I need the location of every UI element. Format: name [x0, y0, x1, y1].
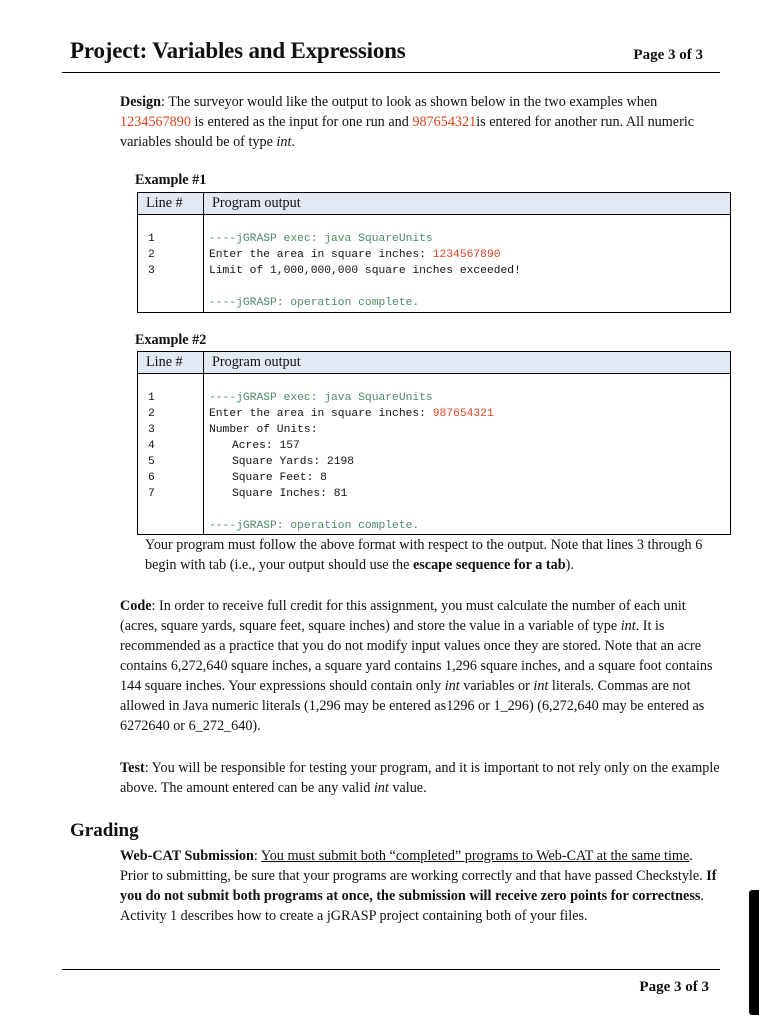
example-2-table	[137, 351, 731, 535]
output-line: Acres: 157	[232, 440, 300, 452]
line-number: 2	[148, 249, 155, 261]
page-title: Project: Variables and Expressions	[70, 38, 406, 63]
line-number: 3	[148, 265, 155, 277]
program-output	[204, 215, 731, 313]
exec-line: ----jGRASP exec: java SquareUnits	[209, 392, 433, 404]
col-output-header: Program output	[204, 352, 731, 374]
line-number: 1	[148, 233, 155, 245]
grading-heading: Grading	[70, 820, 139, 841]
complete-line: ----jGRASP: operation complete.	[209, 297, 420, 309]
output-line: Limit of 1,000,000,000 square inches exceeded!	[209, 265, 521, 277]
example-2-label: Example #2	[135, 332, 207, 348]
page-number-footer: Page 3 of 3	[639, 979, 709, 995]
page-number-header: Page 3 of 3	[633, 47, 703, 63]
webcat-paragraph: Web-CAT Submission: You must submit both “completed” programs to Web-CAT at the same time. Prior to submitting, be sure that your programs are working correctly and that have passed Checkstyle. If you do not submit both programs at once, the submission will receive zero points for correctness. Activity 1 describes how to create a jGRASP project containing both of your files.	[120, 848, 717, 924]
window-edge	[749, 890, 759, 1015]
design-paragraph: Design: The surveyor would like the output to look as shown below in the two examples when 1234567890 is entered as the input for one run and 987654321is entered for another run. All numeric variables should be of type int.	[120, 94, 695, 150]
line-number-column	[138, 374, 204, 535]
footer-rule	[62, 969, 720, 970]
line-number: 5	[148, 456, 155, 468]
line-number: 3	[148, 424, 155, 436]
user-input: 987654321	[432, 408, 494, 420]
example-1-table	[137, 192, 731, 313]
output-line: Enter the area in square inches: 987654321	[209, 408, 494, 420]
line-number: 6	[148, 472, 155, 484]
test-label: Test	[120, 760, 145, 776]
example-1-label: Example #1	[135, 172, 207, 188]
line-number: 2	[148, 408, 155, 420]
line-number: 1	[148, 392, 155, 404]
test-paragraph: Test: You will be responsible for testing your program, and it is important to not rely only on the example above. The amount entered can be any valid int value.	[120, 760, 720, 796]
output-line: Enter the area in square inches: 1234567890	[209, 249, 501, 261]
code-label: Code	[120, 598, 152, 614]
example-input-2: 987654321	[412, 114, 477, 130]
output-line	[209, 279, 730, 295]
col-line-header: Line #	[138, 352, 204, 374]
col-output-header: Program output	[204, 193, 731, 215]
output-line	[209, 502, 730, 518]
output-line: Square Feet: 8	[232, 472, 327, 484]
webcat-label: Web-CAT Submission	[120, 848, 254, 864]
format-note: Your program must follow the above format with respect to the output. Note that lines 3 through 6 begin with tab (i.e., your output should use the escape sequence for a tab).	[145, 537, 703, 573]
exec-line: ----jGRASP exec: java SquareUnits	[209, 233, 433, 245]
output-line: Number of Units:	[209, 424, 318, 436]
program-output	[204, 374, 731, 535]
design-label: Design	[120, 94, 161, 110]
output-line: Square Yards: 2198	[232, 456, 355, 468]
user-input: 1234567890	[432, 249, 501, 261]
example-input-1: 1234567890	[120, 114, 191, 130]
col-line-header: Line #	[138, 193, 204, 215]
line-number: 4	[148, 440, 155, 452]
line-number-column	[138, 215, 204, 313]
line-number: 7	[148, 488, 155, 500]
complete-line: ----jGRASP: operation complete.	[209, 520, 420, 532]
code-paragraph: Code: In order to receive full credit for this assignment, you must calculate the number of each unit (acres, square yards, square feet, square inches) and store the value in a variable of type int. It is recommended as a practice that you do not modify input values once they are stored. Note that an acre contains 6,272,640 square inches, a square yard contains 1,296 square inches, and a square foot contains 144 square inches. Your expressions should contain only int variables or int literals. Commas are not allowed in Java numeric literals (1,296 may be entered as1296 or 1_296) (6,272,640 may be entered as 6272640 or 6_272_640).	[120, 598, 713, 734]
output-line: Square Inches: 81	[232, 488, 348, 500]
header-rule	[62, 72, 720, 73]
